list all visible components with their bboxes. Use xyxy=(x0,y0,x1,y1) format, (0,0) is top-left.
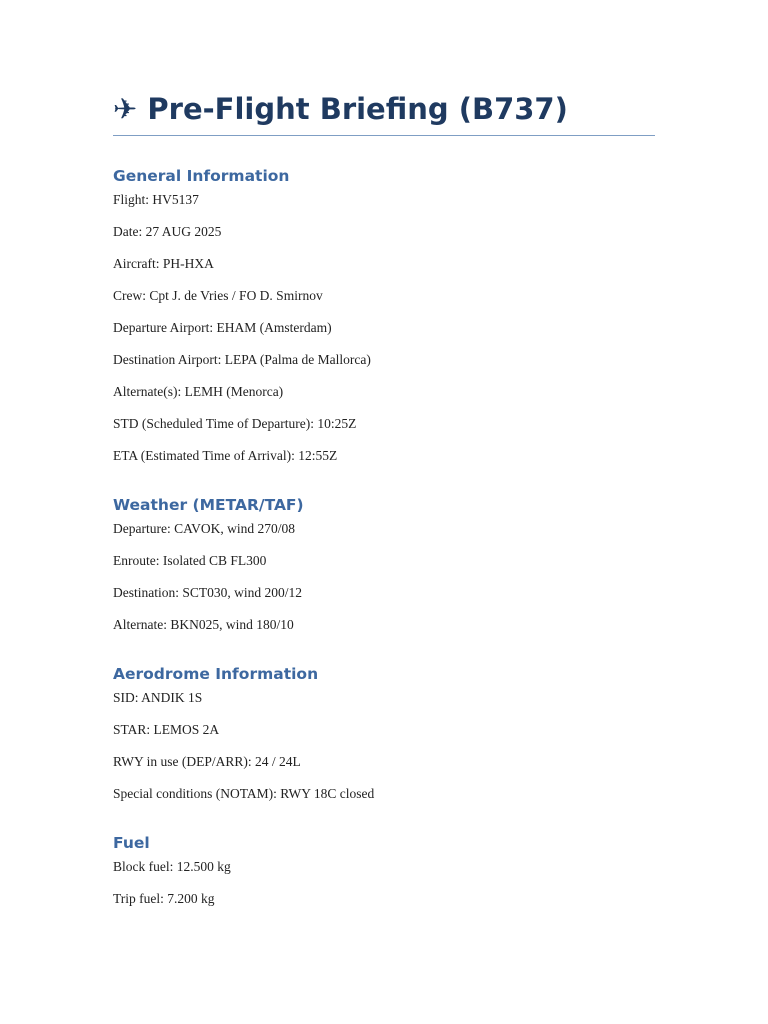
date-line: Date: 27 AUG 2025 xyxy=(113,223,222,239)
notam-line: Special conditions (NOTAM): RWY 18C closed xyxy=(113,785,375,801)
weather-alternate-line: Alternate: BKN025, wind 180/10 xyxy=(113,616,294,632)
aircraft-line: Aircraft: PH-HXA xyxy=(113,255,214,271)
weather-enroute-line: Enroute: Isolated CB FL300 xyxy=(113,552,267,568)
weather-destination-line: Destination: SCT030, wind 200/12 xyxy=(113,584,302,600)
section-heading-aerodrome: Aerodrome Information xyxy=(113,664,319,683)
sid-line: SID: ANDIK 1S xyxy=(113,689,203,705)
block-fuel-line: Block fuel: 12.500 kg xyxy=(113,858,231,874)
std-line: STD (Scheduled Time of Departure): 10:25Z xyxy=(113,415,357,431)
section-heading-weather: Weather (METAR/TAF) xyxy=(113,495,304,514)
trip-fuel-line: Trip fuel: 7.200 kg xyxy=(113,890,215,906)
departure-airport-line: Departure Airport: EHAM (Amsterdam) xyxy=(113,319,332,335)
briefing-document xyxy=(113,92,655,921)
alternate-line: Alternate(s): LEMH (Menorca) xyxy=(113,383,284,399)
section-aerodrome xyxy=(113,664,655,803)
eta-line: ETA (Estimated Time of Arrival): 12:55Z xyxy=(113,447,338,463)
runway-line: RWY in use (DEP/ARR): 24 / 24L xyxy=(113,753,301,769)
weather-departure-line: Departure: CAVOK, wind 270/08 xyxy=(113,520,295,536)
section-fuel xyxy=(113,833,655,908)
crew-line: Crew: Cpt J. de Vries / FO D. Smirnov xyxy=(113,287,323,303)
section-general-information xyxy=(113,166,655,465)
flight-line: Flight: HV5137 xyxy=(113,191,199,207)
destination-airport-line: Destination Airport: LEPA (Palma de Mallorca) xyxy=(113,351,371,367)
section-heading-general: General Information xyxy=(113,166,290,185)
star-line: STAR: LEMOS 2A xyxy=(113,721,220,737)
section-heading-fuel: Fuel xyxy=(113,833,150,852)
section-weather xyxy=(113,495,655,634)
page-title: ✈ Pre-Flight Briefing (B737) xyxy=(113,92,655,136)
